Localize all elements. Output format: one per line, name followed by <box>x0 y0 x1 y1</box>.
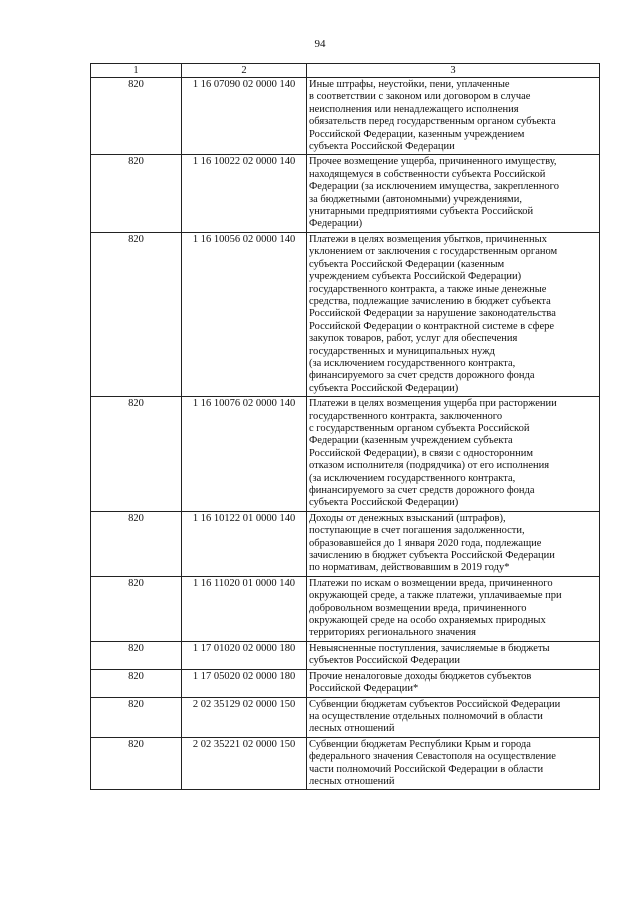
table-body <box>91 78 600 790</box>
description-line: финансируемого за счет средств дорожного фонда <box>309 370 535 382</box>
description-line: зачислению в бюджет субъекта Российской Федерации <box>309 550 555 562</box>
revenue-description-cell <box>307 397 600 512</box>
description-line: средства, подлежащие зачислению в бюджет субъекта <box>309 295 551 307</box>
table-row <box>91 669 600 697</box>
table-row <box>91 232 600 396</box>
budget-classification-code-cell: 1 17 05020 02 0000 180 <box>182 669 307 697</box>
budget-classification-code-cell: 1 16 11020 01 0000 140 <box>182 576 307 641</box>
admin-code-cell: 820 <box>91 232 182 396</box>
table-header-row <box>91 64 600 78</box>
description-line: находящемуся в собственности субъекта Российской <box>309 168 546 180</box>
description-line: Субвенции бюджетам Республики Крым и города <box>309 738 531 750</box>
budget-classification-code-cell: 1 16 10122 01 0000 140 <box>182 511 307 576</box>
description-line: закупок товаров, работ, услуг для обеспечения <box>309 333 518 345</box>
revenue-description-cell <box>307 78 600 155</box>
description-line: государственного контракта, заключенного <box>309 410 503 422</box>
table-row <box>91 511 600 576</box>
table-row <box>91 641 600 669</box>
description-line: субъекта Российской Федерации) <box>309 382 459 394</box>
admin-code-cell: 820 <box>91 397 182 512</box>
budget-classification-code-cell: 2 02 35129 02 0000 150 <box>182 697 307 737</box>
budget-classification-code-cell: 1 17 01020 02 0000 180 <box>182 641 307 669</box>
column-header-1: 1 <box>91 64 182 78</box>
description-line: Платежи в целях возмещения убытков, причиненных <box>309 233 547 245</box>
description-line: Российской Федерации* <box>309 683 419 695</box>
revenue-description-cell <box>307 511 600 576</box>
admin-code-cell: 820 <box>91 641 182 669</box>
admin-code-cell: 820 <box>91 576 182 641</box>
description-line: лесных отношений <box>309 775 395 787</box>
admin-code-cell: 820 <box>91 78 182 155</box>
description-line: лесных отношений <box>309 723 395 735</box>
description-line: на осуществление отдельных полномочий в области <box>309 710 543 722</box>
description-line: федерального значения Севастополя на осуществление <box>309 751 556 763</box>
revenue-description-cell <box>307 669 600 697</box>
description-line: окружающей среде на особо охраняемых природных <box>309 615 546 627</box>
description-line: унитарными предприятиями субъекта Российской <box>309 206 534 218</box>
description-line: финансируемого за счет средств дорожного фонда <box>309 485 535 496</box>
description-line: образовавшейся до 1 января 2020 года, подлежащие <box>309 537 542 549</box>
description-line: Платежи в целях возмещения ущерба при расторжении <box>309 398 557 410</box>
description-line: Невыясненные поступления, зачисляемые в бюджеты <box>309 642 550 654</box>
table-row <box>91 697 600 737</box>
description-line: обязательств перед государственным органом субъекта <box>309 116 556 128</box>
description-line: Российской Федерации, казенным учреждением <box>309 128 525 140</box>
budget-classification-code-cell: 1 16 10022 02 0000 140 <box>182 155 307 232</box>
admin-code-cell: 820 <box>91 737 182 790</box>
description-line: учреждением субъекта Российской Федерации) <box>309 271 522 283</box>
description-line: отказом исполнителя (подрядчика) от его исполнения <box>309 460 550 472</box>
description-line: государственного контракта, а также иные денежные <box>309 283 547 295</box>
description-line: уклонением от заключения с государственным органом <box>309 246 558 258</box>
description-line: Российской Федерации), в связи с односторонним <box>309 447 534 459</box>
table-row <box>91 78 600 155</box>
description-line: в соответствии с законом или договором в случае <box>309 91 531 103</box>
description-line: за бюджетными (автономными) учреждениями, <box>309 193 522 205</box>
description-line: государственных и муниципальных нужд <box>309 345 495 357</box>
table-row <box>91 397 600 512</box>
description-line: окружающей среде, а также платежи, уплачиваемые при <box>309 590 562 602</box>
description-line: (за исключением государственного контракта, <box>309 357 516 369</box>
admin-code-cell: 820 <box>91 155 182 232</box>
revenue-description-cell <box>307 576 600 641</box>
revenue-description-cell <box>307 697 600 737</box>
admin-code-cell: 820 <box>91 511 182 576</box>
page-number: 94 <box>314 38 326 50</box>
budget-classification-code-cell: 2 02 35221 02 0000 150 <box>182 737 307 790</box>
description-line: Федерации (казенным учреждением субъекта <box>309 435 513 447</box>
revenue-description-cell <box>307 737 600 790</box>
table-row <box>91 155 600 232</box>
description-line: Российской Федерации о контрактной системе в сфере <box>309 320 555 332</box>
table-row <box>91 737 600 790</box>
description-line: Доходы от денежных взысканий (штрафов), <box>309 512 506 524</box>
description-line: Федерации) <box>309 218 363 230</box>
description-line: Платежи по искам о возмещении вреда, причиненного <box>309 577 553 589</box>
description-line: с государственным органом субъекта Российской <box>309 422 530 434</box>
description-line: Иные штрафы, неустойки, пени, уплаченные <box>309 79 510 90</box>
description-line: поступающие в счет погашения задолженности, <box>309 525 525 537</box>
revenue-codes-table <box>90 63 600 790</box>
column-header-2: 2 <box>182 64 307 78</box>
revenue-description-cell <box>307 641 600 669</box>
description-line: добровольном возмещении вреда, причиненного <box>309 602 527 614</box>
budget-classification-code-cell: 1 16 10056 02 0000 140 <box>182 232 307 396</box>
admin-code-cell: 820 <box>91 669 182 697</box>
description-line: Прочее возмещение ущерба, причиненного имуществу, <box>309 156 557 168</box>
budget-classification-code-cell: 1 16 10076 02 0000 140 <box>182 397 307 512</box>
description-line: субъекта Российской Федерации (казенным <box>309 258 505 270</box>
description-line: субъекта Российской Федерации <box>309 141 455 153</box>
column-header-3: 3 <box>307 64 600 78</box>
admin-code-cell: 820 <box>91 697 182 737</box>
description-line: Федерации (за исключением имущества, закрепленного <box>309 181 559 193</box>
description-line: территориях регионального значения <box>309 627 476 639</box>
revenue-description-cell <box>307 232 600 396</box>
budget-classification-code-cell: 1 16 07090 02 0000 140 <box>182 78 307 155</box>
description-line: субъектов Российской Федерации <box>309 655 461 667</box>
description-line: Российской Федерации за нарушение законодательства <box>309 308 556 320</box>
table-row <box>91 576 600 641</box>
description-line: по нормативам, действовавшим в 2019 году* <box>309 562 510 574</box>
description-line: Прочие неналоговые доходы бюджетов субъектов <box>309 670 532 682</box>
description-line: неисполнения или ненадлежащего исполнения <box>309 103 519 115</box>
description-line: (за исключением государственного контракта, <box>309 472 516 484</box>
description-line: Субвенции бюджетам субъектов Российской Федерации <box>309 698 561 710</box>
revenue-description-cell <box>307 155 600 232</box>
description-line: субъекта Российской Федерации) <box>309 497 459 509</box>
description-line: части полномочий Российской Федерации в области <box>309 763 544 775</box>
